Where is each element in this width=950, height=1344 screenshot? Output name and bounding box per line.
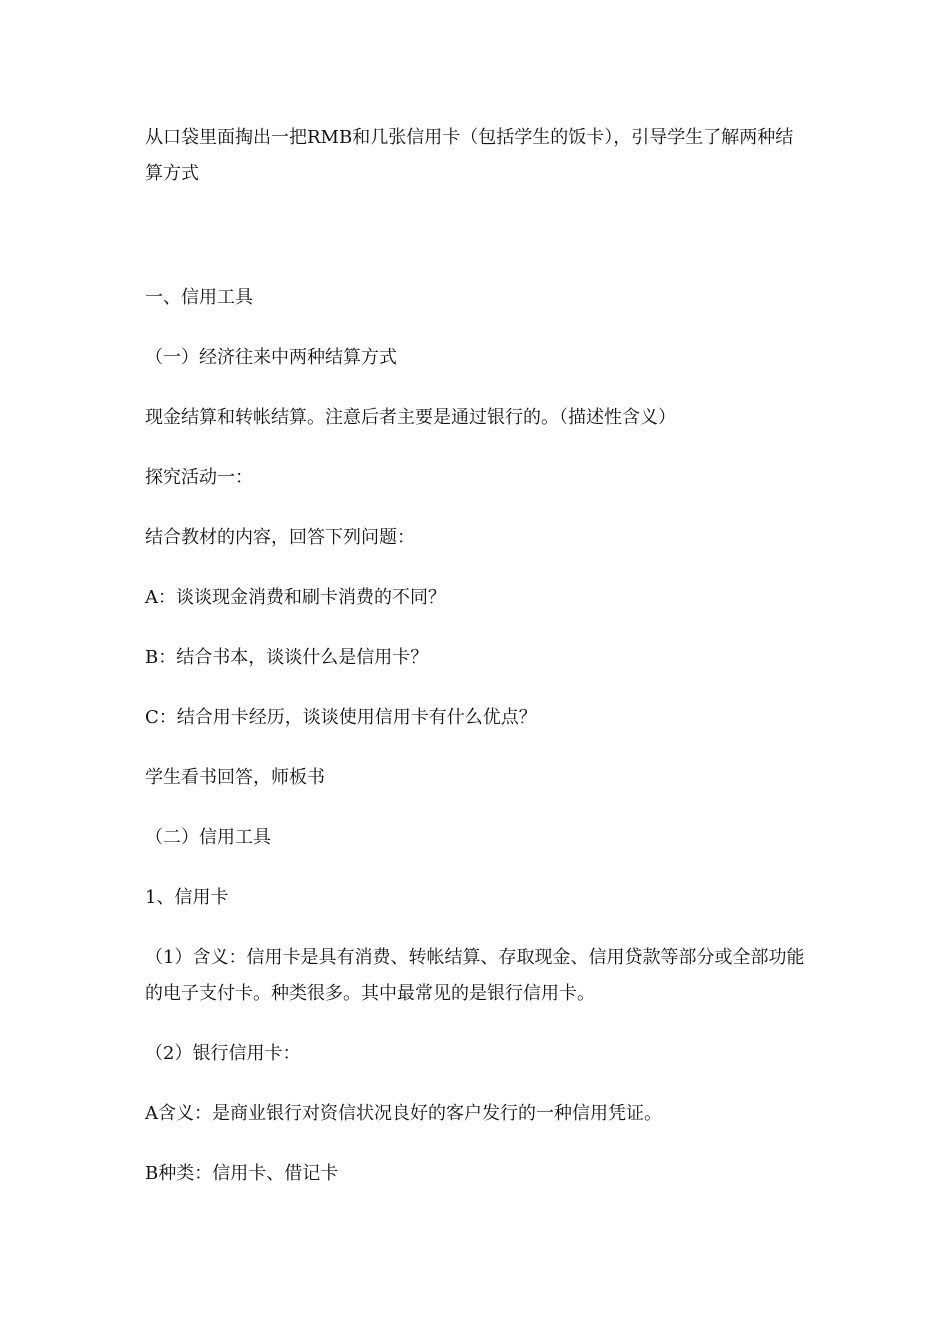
paragraph-bank-card-types: B种类：信用卡、借记卡 [145,1163,339,1184]
student-response-note: 学生看书回答，师板书 [145,767,325,788]
subsection-heading-settlement-methods: （一）经济往来中两种结算方式 [145,347,397,368]
question-a: A：谈谈现金消费和刷卡消费的不同？ [145,587,446,608]
subsection-heading-credit-tools: （二）信用工具 [145,827,271,848]
question-c: C：结合用卡经历，谈谈使用信用卡有什么优点？ [145,707,537,728]
activity-heading: 探究活动一： [145,467,253,488]
paragraph-bank-card-definition: A含义：是商业银行对资信状况良好的客户发行的一种信用凭证。 [145,1103,662,1124]
question-b: B：结合书本，谈谈什么是信用卡？ [145,647,429,668]
document-body [145,120,810,1192]
item-heading-bank-credit-card: （2）银行信用卡： [145,1043,301,1064]
paragraph-credit-card-definition: （1）含义：信用卡是具有消费、转帐结算、存取现金、信用贷款等部分或全部功能的电子支付卡。种类很多。其中最常见的是银行信用卡。 [145,947,805,1004]
item-heading-credit-card: 1、信用卡 [145,887,229,908]
activity-instruction: 结合教材的内容，回答下列问题： [145,527,415,548]
section-heading-credit-tools: 一、信用工具 [145,287,253,308]
intro-paragraph: 从口袋里面掏出一把RMB和几张信用卡（包括学生的饭卡），引导学生了解两种结算方式 [145,127,794,184]
paragraph-settlement-description: 现金结算和转帐结算。注意后者主要是通过银行的。（描述性含义） [145,407,676,428]
